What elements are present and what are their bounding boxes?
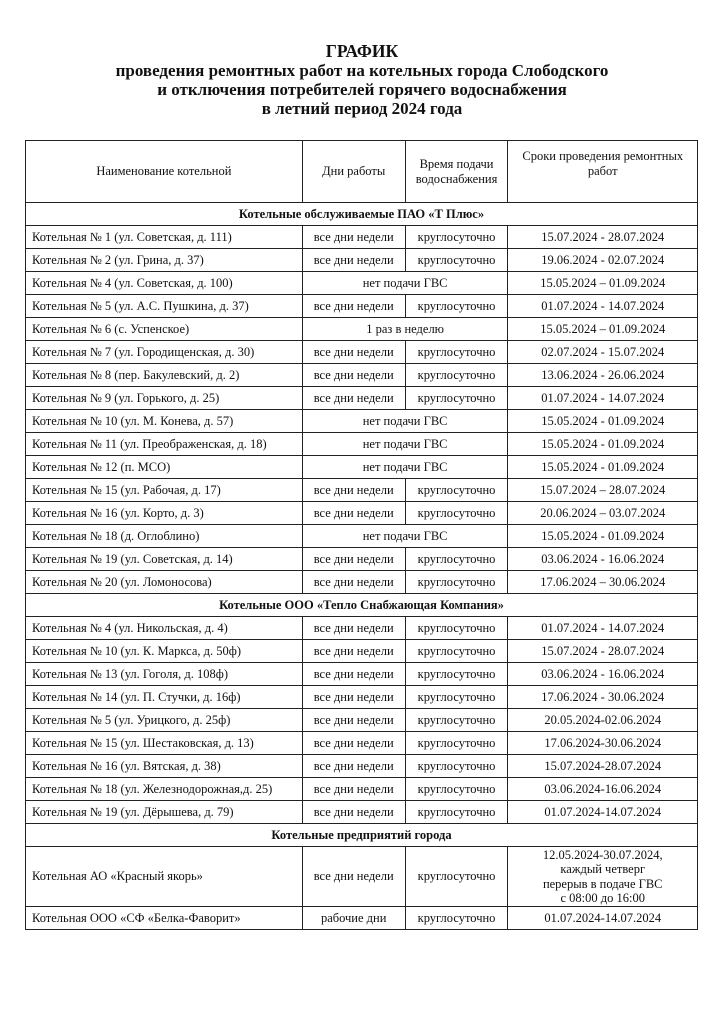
work-days-cell: все дни недели	[302, 617, 405, 640]
boiler-name-cell: Котельная № 2 (ул. Грина, д. 37)	[26, 249, 303, 272]
repair-period-cell: 20.05.2024-02.06.2024	[508, 709, 698, 732]
title-line-2: проведения ремонтных работ на котельных города Слободского	[115, 61, 609, 80]
boiler-name-cell: Котельная № 13 (ул. Гоголя, д. 108ф)	[26, 663, 303, 686]
section-title: Котельные обслуживаемые ПАО «Т Плюс»	[26, 203, 698, 226]
work-days-cell: все дни недели	[302, 295, 405, 318]
boiler-name-cell: Котельная № 7 (ул. Городищенская, д. 30)	[26, 341, 303, 364]
boiler-name-cell: Котельная № 4 (ул. Советская, д. 100)	[26, 272, 303, 295]
table-row	[26, 847, 698, 907]
boiler-name-cell: Котельная № 19 (ул. Дёрышева, д. 79)	[26, 801, 303, 824]
table-row	[26, 364, 698, 387]
supply-note-cell: нет подачи ГВС	[302, 410, 508, 433]
table-row	[26, 801, 698, 824]
table-row	[26, 907, 698, 930]
section-header-row	[26, 203, 698, 226]
repair-period-cell: 01.07.2024 - 14.07.2024	[508, 617, 698, 640]
supply-time-cell: круглосуточно	[405, 755, 508, 778]
repair-period-cell: 15.07.2024 – 28.07.2024	[508, 479, 698, 502]
header-line: Сроки проведения ремонтных	[522, 149, 684, 163]
work-days-cell: все дни недели	[302, 663, 405, 686]
repair-period-cell: 01.07.2024 - 14.07.2024	[508, 295, 698, 318]
repair-period-cell: 15.07.2024-28.07.2024	[508, 755, 698, 778]
table-row	[26, 410, 698, 433]
work-days-cell: рабочие дни	[302, 907, 405, 930]
supply-time-cell: круглосуточно	[405, 341, 508, 364]
supply-time-cell: круглосуточно	[405, 709, 508, 732]
repair-period-cell: 15.05.2024 - 01.09.2024	[508, 433, 698, 456]
supply-time-cell: круглосуточно	[405, 295, 508, 318]
supply-time-cell: круглосуточно	[405, 548, 508, 571]
repair-period-cell: 15.05.2024 - 01.09.2024	[508, 410, 698, 433]
boiler-name-cell: Котельная № 15 (ул. Рабочая, д. 17)	[26, 479, 303, 502]
document-title	[0, 42, 724, 118]
work-days-cell: все дни недели	[302, 479, 405, 502]
work-days-cell: все дни недели	[302, 341, 405, 364]
repair-period-cell: 03.06.2024-16.06.2024	[508, 778, 698, 801]
schedule-table	[25, 140, 698, 930]
table-row	[26, 387, 698, 410]
supply-note-cell: нет подачи ГВС	[302, 456, 508, 479]
section-header-row	[26, 594, 698, 617]
section-title: Котельные ООО «Тепло Снабжающая Компания»	[26, 594, 698, 617]
table-row	[26, 433, 698, 456]
work-days-cell: все дни недели	[302, 364, 405, 387]
table-row	[26, 502, 698, 525]
repair-period-line: перерыв в подаче ГВС	[542, 876, 663, 891]
repair-period-cell: 15.07.2024 - 28.07.2024	[508, 640, 698, 663]
repair-period-line: каждый четверг	[560, 862, 646, 876]
supply-note-cell: нет подачи ГВС	[302, 525, 508, 548]
repair-period-cell: 20.06.2024 – 03.07.2024	[508, 502, 698, 525]
work-days-cell: все дни недели	[302, 387, 405, 410]
work-days-cell: все дни недели	[302, 640, 405, 663]
repair-period-cell: 17.06.2024 - 30.06.2024	[508, 686, 698, 709]
table-row	[26, 479, 698, 502]
boiler-name-cell: Котельная № 1 (ул. Советская, д. 111)	[26, 226, 303, 249]
repair-period-cell: 01.07.2024-14.07.2024	[508, 907, 698, 930]
header-work-days: Дни работы	[302, 141, 405, 203]
section-header-row	[26, 824, 698, 847]
table-body	[26, 203, 698, 930]
repair-period-cell: 15.05.2024 – 01.09.2024	[508, 318, 698, 341]
table-row	[26, 295, 698, 318]
table-row	[26, 686, 698, 709]
work-days-cell: все дни недели	[302, 778, 405, 801]
repair-period-cell: 19.06.2024 - 02.07.2024	[508, 249, 698, 272]
boiler-name-cell: Котельная № 12 (п. МСО)	[26, 456, 303, 479]
boiler-name-cell: Котельная № 16 (ул. Вятская, д. 38)	[26, 755, 303, 778]
header-line: работ	[587, 164, 618, 178]
repair-period-cell: 15.05.2024 - 01.09.2024	[508, 525, 698, 548]
boiler-name-cell: Котельная № 18 (д. Оглоблино)	[26, 525, 303, 548]
boiler-name-cell: Котельная № 14 (ул. П. Стучки, д. 16ф)	[26, 686, 303, 709]
section-title: Котельные предприятий города	[26, 824, 698, 847]
work-days-cell: все дни недели	[302, 801, 405, 824]
repair-period-line: 12.05.2024-30.07.2024,	[542, 847, 663, 862]
table-row	[26, 456, 698, 479]
repair-period-cell: 17.06.2024 – 30.06.2024	[508, 571, 698, 594]
repair-period-cell: 15.07.2024 - 28.07.2024	[508, 226, 698, 249]
work-days-cell: все дни недели	[302, 226, 405, 249]
boiler-name-cell: Котельная № 19 (ул. Советская, д. 14)	[26, 548, 303, 571]
supply-time-cell: круглосуточно	[405, 847, 508, 907]
table-header-row	[26, 141, 698, 203]
repair-period-cell: 03.06.2024 - 16.06.2024	[508, 663, 698, 686]
work-days-cell: все дни недели	[302, 686, 405, 709]
supply-time-cell: круглосуточно	[405, 732, 508, 755]
work-days-cell: все дни недели	[302, 548, 405, 571]
boiler-name-cell: Котельная № 11 (ул. Преображенская, д. 18)	[26, 433, 303, 456]
boiler-name-cell: Котельная № 6 (с. Успенское)	[26, 318, 303, 341]
boiler-name-cell: Котельная АО «Красный якорь»	[26, 847, 303, 907]
supply-time-cell: круглосуточно	[405, 387, 508, 410]
table-row	[26, 249, 698, 272]
supply-time-cell: круглосуточно	[405, 364, 508, 387]
work-days-cell: все дни недели	[302, 249, 405, 272]
work-days-cell: все дни недели	[302, 571, 405, 594]
work-days-cell: все дни недели	[302, 732, 405, 755]
boiler-name-cell: Котельная № 16 (ул. Корто, д. 3)	[26, 502, 303, 525]
supply-time-cell: круглосуточно	[405, 249, 508, 272]
repair-period-cell: 01.07.2024-14.07.2024	[508, 801, 698, 824]
repair-period-cell: 02.07.2024 - 15.07.2024	[508, 341, 698, 364]
repair-period-cell: 15.05.2024 – 01.09.2024	[508, 272, 698, 295]
header-water-supply-time	[405, 141, 508, 203]
title-heading: ГРАФИК	[325, 41, 399, 61]
table-row	[26, 571, 698, 594]
boiler-name-cell: Котельная ООО «СФ «Белка-Фаворит»	[26, 907, 303, 930]
boiler-name-cell: Котельная № 15 (ул. Шестаковская, д. 13)	[26, 732, 303, 755]
boiler-name-cell: Котельная № 5 (ул. Урицкого, д. 25ф)	[26, 709, 303, 732]
repair-period-cell	[508, 847, 698, 907]
boiler-name-cell: Котельная № 5 (ул. А.С. Пушкина, д. 37)	[26, 295, 303, 318]
table-row	[26, 732, 698, 755]
repair-period-cell: 01.07.2024 - 14.07.2024	[508, 387, 698, 410]
title-line-3: и отключения потребителей горячего водоснабжения	[157, 80, 567, 99]
supply-time-cell: круглосуточно	[405, 686, 508, 709]
header-line: Время подачи	[419, 156, 494, 171]
header-line: водоснабжения	[415, 171, 498, 186]
table-row	[26, 640, 698, 663]
supply-note-cell: 1 раз в неделю	[302, 318, 508, 341]
boiler-name-cell: Котельная № 8 (пер. Бакулевский, д. 2)	[26, 364, 303, 387]
boiler-name-cell: Котельная № 10 (ул. К. Маркса, д. 50ф)	[26, 640, 303, 663]
boiler-name-cell: Котельная № 4 (ул. Никольская, д. 4)	[26, 617, 303, 640]
supply-time-cell: круглосуточно	[405, 778, 508, 801]
boiler-name-cell: Котельная № 18 (ул. Железнодорожная,д. 25)	[26, 778, 303, 801]
supply-time-cell: круглосуточно	[405, 640, 508, 663]
work-days-cell: все дни недели	[302, 847, 405, 907]
boiler-name-cell: Котельная № 10 (ул. М. Конева, д. 57)	[26, 410, 303, 433]
boiler-name-cell: Котельная № 9 (ул. Горького, д. 25)	[26, 387, 303, 410]
header-boiler-name: Наименование котельной	[26, 141, 303, 203]
table-row	[26, 525, 698, 548]
table-row	[26, 341, 698, 364]
supply-time-cell: круглосуточно	[405, 479, 508, 502]
table-row	[26, 709, 698, 732]
title-line-4: в летний период 2024 года	[261, 99, 463, 118]
supply-time-cell: круглосуточно	[405, 571, 508, 594]
work-days-cell: все дни недели	[302, 502, 405, 525]
table-row	[26, 272, 698, 295]
boiler-name-cell: Котельная № 20 (ул. Ломоносова)	[26, 571, 303, 594]
supply-time-cell: круглосуточно	[405, 663, 508, 686]
table-row	[26, 318, 698, 341]
supply-note-cell: нет подачи ГВС	[302, 433, 508, 456]
table-row	[26, 778, 698, 801]
table-row	[26, 755, 698, 778]
supply-note-cell: нет подачи ГВС	[302, 272, 508, 295]
supply-time-cell: круглосуточно	[405, 617, 508, 640]
table-row	[26, 226, 698, 249]
supply-time-cell: круглосуточно	[405, 801, 508, 824]
repair-period-line: с 08:00 до 16:00	[560, 891, 645, 905]
table-row	[26, 663, 698, 686]
table-row	[26, 617, 698, 640]
work-days-cell: все дни недели	[302, 755, 405, 778]
work-days-cell: все дни недели	[302, 709, 405, 732]
table-row	[26, 548, 698, 571]
repair-period-cell: 03.06.2024 - 16.06.2024	[508, 548, 698, 571]
header-repair-period	[508, 141, 698, 203]
repair-period-cell: 17.06.2024-30.06.2024	[508, 732, 698, 755]
supply-time-cell: круглосуточно	[405, 907, 508, 930]
repair-period-cell: 15.05.2024 - 01.09.2024	[508, 456, 698, 479]
supply-time-cell: круглосуточно	[405, 502, 508, 525]
supply-time-cell: круглосуточно	[405, 226, 508, 249]
repair-period-cell: 13.06.2024 - 26.06.2024	[508, 364, 698, 387]
